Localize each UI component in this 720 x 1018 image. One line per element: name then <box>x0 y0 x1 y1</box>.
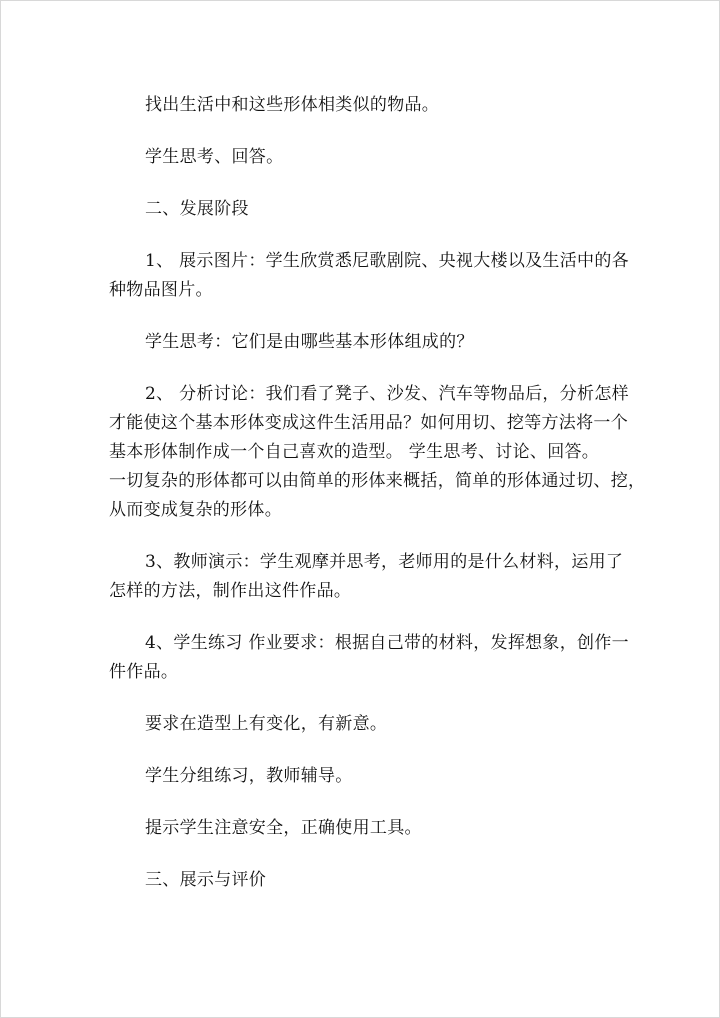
text-line: 找出生活中和这些形体相类似的物品。 <box>145 95 440 115</box>
paragraph-requirement <box>109 710 627 739</box>
text-line: 件作品。 <box>109 662 179 682</box>
text-line: 4、学生练习 作业要求：根据自己带的材料，发挥想象，创作一 <box>145 633 629 653</box>
paragraph-analysis-discussion <box>109 380 646 525</box>
text-line: 提示学生注意安全，正确使用工具。 <box>145 818 422 838</box>
section-heading-display <box>109 866 627 895</box>
text-line: 1、 展示图片：学生欣赏悉尼歌剧院、央视大楼以及生活中的各 <box>145 251 629 271</box>
text-line: 怎样的方法，制作出这件作品。 <box>109 581 352 601</box>
section-heading-development <box>109 195 627 224</box>
text-line: 才能使这个基本形体变成这件生活用品？如何用切、挖等方法将一个 <box>109 413 628 433</box>
text-line: 二、发展阶段 <box>145 199 249 219</box>
text-line: 学生思考、回答。 <box>145 147 284 167</box>
paragraph-teacher-demo <box>109 548 627 606</box>
paragraph-student-think <box>109 328 627 357</box>
text-line: 种物品图片。 <box>109 280 213 300</box>
text-line: 学生分组练习，教师辅导。 <box>145 766 353 786</box>
document-body <box>109 91 646 918</box>
text-line: 从而变成复杂的形体。 <box>109 500 282 520</box>
paragraph-group-practice <box>109 762 627 791</box>
paragraph-student-practice <box>109 629 627 687</box>
text-line: 三、展示与评价 <box>145 870 267 890</box>
text-line: 3、教师演示：学生观摩并思考，老师用的是什么材料，运用了 <box>145 552 624 572</box>
text-line: 学生思考：它们是由哪些基本形体组成的？ <box>145 332 474 352</box>
text-line: 基本形体制作成一个自己喜欢的造型。 学生思考、讨论、回答。 <box>109 442 600 462</box>
paragraph-show-pictures <box>109 247 627 305</box>
text-line: 2、 分析讨论：我们看了凳子、沙发、汽车等物品后，分析怎样 <box>145 384 629 404</box>
text-line: 一切复杂的形体都可以由简单的形体来概括，简单的形体通过切、挖， <box>109 471 646 491</box>
paragraph-find-objects <box>109 91 627 120</box>
paragraph-safety <box>109 814 627 843</box>
paragraph-student-answer <box>109 143 627 172</box>
text-line: 要求在造型上有变化，有新意。 <box>145 714 388 734</box>
